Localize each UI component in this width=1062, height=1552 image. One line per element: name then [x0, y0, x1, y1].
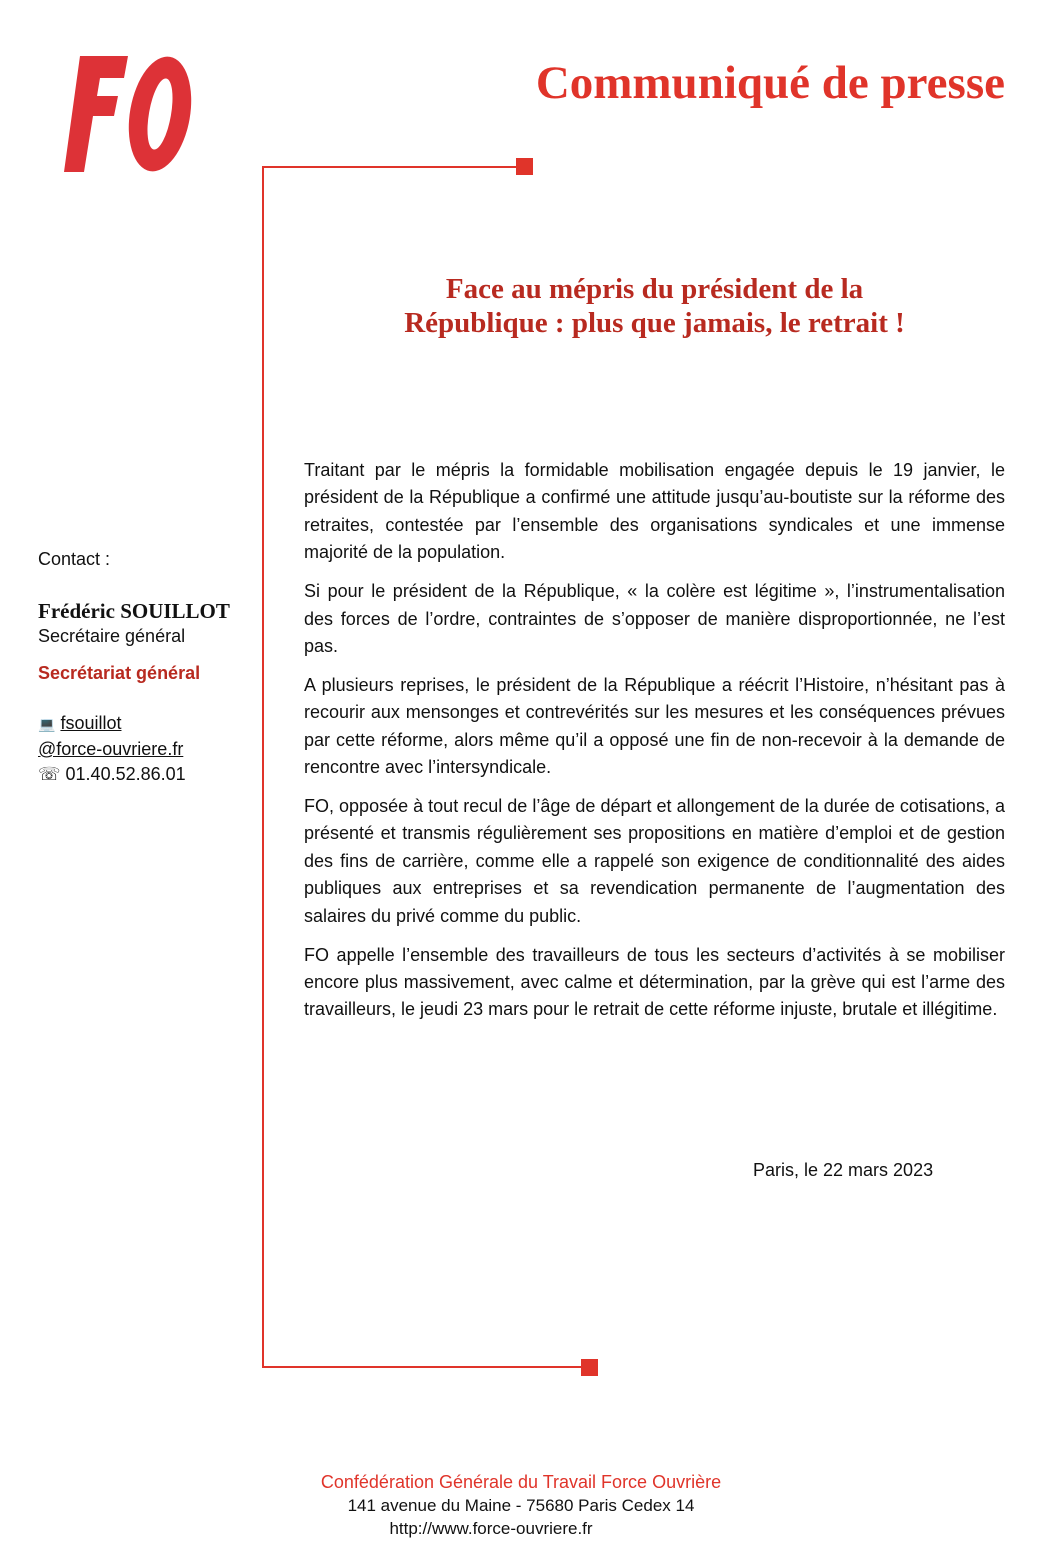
contact-block [38, 547, 258, 787]
footer-org: Confédération Générale du Travail Force Ouvrière [320, 1472, 722, 1492]
paragraph: Traitant par le mépris la formidable mobilisation engagée depuis le 19 janvier, le président de la République a confirmé une attitude jusqu’au-boutiste sur la réforme des retraites, contestée par l’ensemble des organisations syndicales et une immense majorité de la population. [304, 460, 1005, 563]
document-title: Communiqué de presse [535, 57, 1005, 109]
footer-address: 141 avenue du Maine - 75680 Paris Cedex 14 [347, 1496, 695, 1515]
contact-name: Frédéric SOUILLOT [38, 599, 230, 623]
fo-logo [62, 52, 194, 176]
contact-role: Secrétaire général [38, 626, 186, 646]
body-text [304, 457, 1005, 1035]
paragraph: FO appelle l’ensemble des travailleurs de tous les secteurs d’activités à se mobiliser encore plus massivement, avec calme et détermination, par la grève qui est l’arme des travailleurs, le jeudi 23 mars pour le retrait de cette réforme injuste, brutale et illégitime. [304, 944, 1005, 1020]
email-link-domain[interactable]: @force-ouvriere.fr [38, 739, 184, 759]
frame-top-line [262, 166, 524, 168]
headline-line-2: République : plus que jamais, le retrait ! [404, 307, 905, 339]
contact-label: Contact : [38, 549, 111, 569]
paragraph: Si pour le président de la République, « la colère est légitime », l’instrumentalisation des forces de l’ordre, contraintes de s’opposer de manière disproportionnée, ne l’est pas. [304, 581, 1005, 656]
email-link[interactable]: fsouillot [60, 713, 122, 733]
frame-bottom-square [581, 1359, 598, 1376]
signoff-date: Paris, le 22 mars 2023 [753, 1160, 934, 1180]
frame-vertical-line [262, 166, 264, 1368]
contact-department: Secrétariat général [38, 663, 201, 683]
frame-bottom-line [262, 1366, 590, 1368]
phone-icon: ☏ [38, 764, 61, 784]
phone-number: 01.40.52.86.01 [65, 764, 186, 784]
headline [304, 272, 1005, 340]
footer [0, 1471, 1042, 1540]
paragraph: FO, opposée à tout recul de l’âge de départ et allongement de la durée de cotisations, a présenté et transmis régulièrement ses propositions en matière d’emploi et de gestion des fins de carrière, comme elle a rappelé son exigence de conditionnalité des aides publiques aux entreprises et sa revendication permanente de l’augmentation des salaires du privé comme du public. [304, 795, 1005, 926]
paragraph: A plusieurs reprises, le président de la République a réécrit l’Histoire, n’hésitant pas à recourir aux mensonges et contrevérités sur les mesures et les conséquences prévues par cette réforme, alors même qu’il a opposé une fin de non-recevoir à la demande de rencontre avec l’intersyndicale. [304, 674, 1005, 778]
computer-icon: 💻 [38, 716, 56, 732]
footer-website[interactable]: http://www.force-ouvriere.fr [389, 1519, 593, 1538]
headline-line-1: Face au mépris du président de la [445, 273, 864, 305]
frame-top-square [516, 158, 533, 175]
